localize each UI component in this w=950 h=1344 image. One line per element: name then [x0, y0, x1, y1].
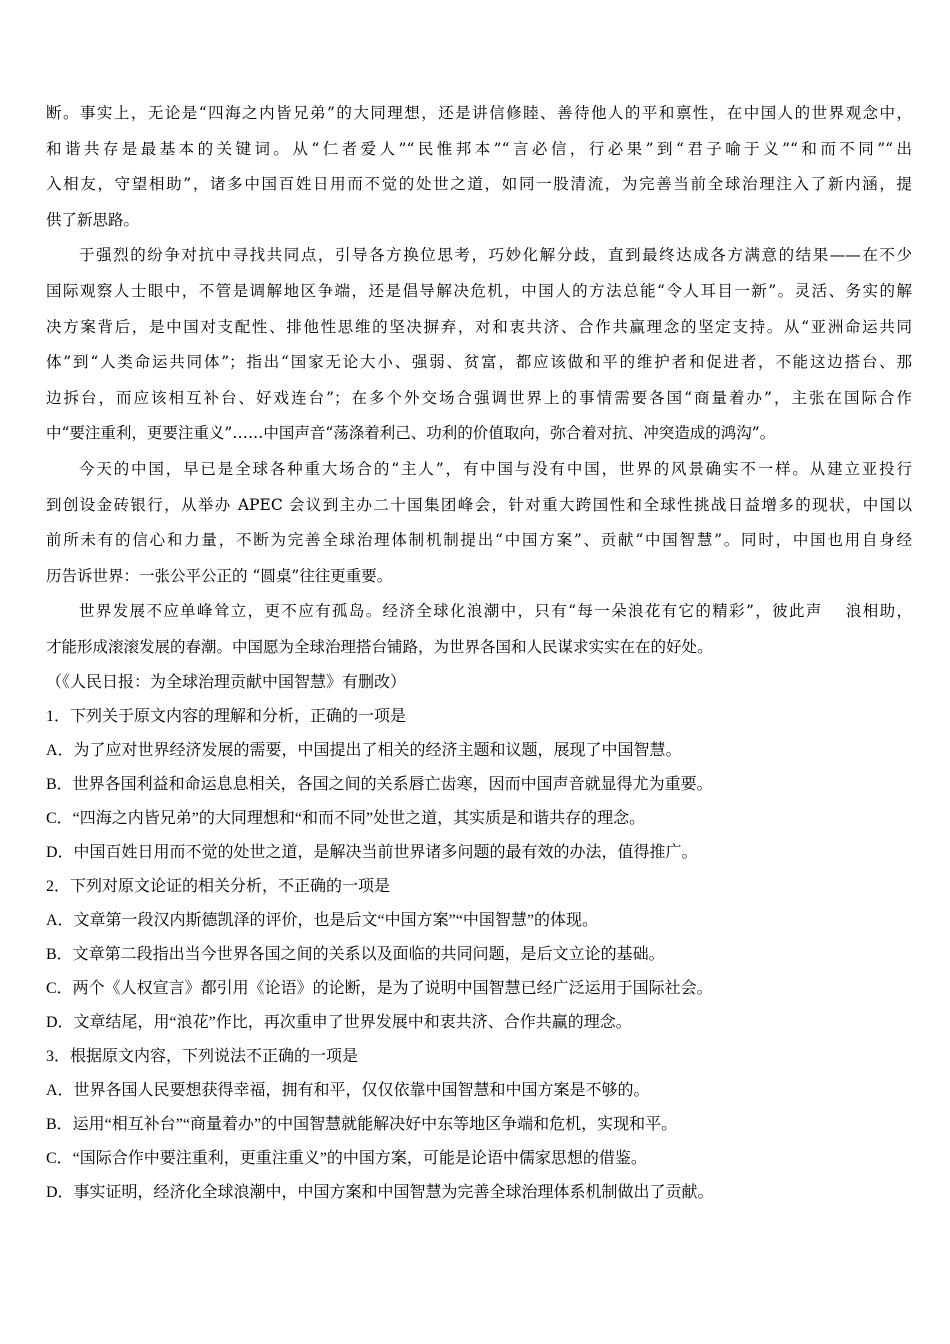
- text-line: 国际观察人士眼中，不管是调解地区争端，还是倡导解决危机，中国人的方法总能“令人耳目一新”。灵活、务实的解: [46, 281, 912, 300]
- question-block: [46, 700, 912, 870]
- text-line: 和谐共存是最基本的关键词。从“仁者爱人”“民惟邦本”“言必信，行必果”到“君子喻于义”“和而不同”“出: [46, 139, 912, 158]
- article-paragraph: [46, 96, 912, 238]
- article-paragraph: [46, 452, 912, 594]
- text-line: 世界发展不应单峰耸立，更不应有孤岛。经济全球化浪潮中，只有“每一朵浪花有它的精彩”，彼此声 浪相助，: [79, 602, 912, 621]
- article-paragraph: [46, 238, 912, 452]
- article-paragraph: [46, 594, 912, 665]
- answer-option-d[interactable]: D．文章结尾，用“浪花”作比，再次重申了世界发展中和衷共济、合作共赢的理念。: [46, 1013, 632, 1031]
- text-line: 于强烈的纷争对抗中寻找共同点，引导各方换位思考，巧妙化解分歧，直到最终达成各方满意的结果——在不少: [79, 246, 912, 265]
- question-stem: 1．下列关于原文内容的理解和分析，正确的一项是: [46, 707, 407, 725]
- article-source: （《人民日报：为全球治理贡献中国智慧》有删改）: [46, 673, 407, 691]
- text-line: 到创设金砖银行，从举办 APEC 会议到主办二十国集团峰会，针对重大跨国性和全球性挑战日益增多的现状，中国以: [46, 495, 912, 514]
- text-line: 入相友，守望相助”，诸多中国百姓日用而不觉的处世之道，如同一股清流，为完善当前全球治理注入了新内涵，提: [46, 175, 912, 194]
- answer-option-d[interactable]: D．事实证明，经济化全球浪潮中，中国方案和中国智慧为完善全球治理体系机制做出了贡献。: [46, 1183, 714, 1201]
- question-block: [46, 870, 912, 1040]
- text-line: 决方案背后，是中国对支配性、排他性思维的坚决摒弃，对和衷共济、合作共赢理念的坚定支持。从“亚洲命运共同: [46, 317, 912, 336]
- answer-option-c[interactable]: C．“四海之内皆兄弟”的大同理想和“和而不同”处世之道，其实质是和谐共存的理念。: [46, 809, 646, 827]
- answer-option-a[interactable]: A．为了应对世界经济发展的需要，中国提出了相关的经济主题和议题，展现了中国智慧。: [46, 741, 682, 759]
- text-line: 中“要注重利，更要注重义”……中国声音“荡涤着利己、功利的价值取向，弥合着对抗、冲突造成的鸿沟”。: [46, 424, 776, 443]
- text-line: 今天的中国，早已是全球各种重大场合的“主人”，有中国与没有中国，世界的风景确实不一样。从建立亚投行: [79, 459, 912, 478]
- text-line: 历告诉世界：一张公平公正的 “圆桌”往往更重要。: [46, 566, 393, 585]
- answer-option-d[interactable]: D．中国百姓日用而不觉的处世之道，是解决当前世界诸多问题的最有效的办法，值得推广。: [46, 843, 698, 861]
- question-stem: 2．下列对原文论证的相关分析，不正确的一项是: [46, 877, 391, 895]
- question-stem: 3．根据原文内容，下列说法不正确的一项是: [46, 1047, 359, 1065]
- document-page: [46, 96, 912, 1210]
- text-line: 才能形成滚滚发展的春潮。中国愿为全球治理搭台铺路，为世界各国和人民谋求实实在在的好处。: [46, 637, 713, 656]
- answer-option-c[interactable]: C．“国际合作中要注重利，更重注重义”的中国方案，可能是论语中儒家思想的借鉴。: [46, 1149, 647, 1167]
- answer-option-a[interactable]: A．世界各国人民要想获得幸福，拥有和平，仅仅依靠中国智慧和中国方案是不够的。: [46, 1081, 650, 1099]
- answer-option-c[interactable]: C．两个《人权宣言》都引用《论语》的论断，是为了说明中国智慧已经广泛运用于国际社会。: [46, 979, 713, 997]
- answer-option-b[interactable]: B．世界各国利益和命运息息相关，各国之间的关系唇亡齿寒，因而中国声音就显得尤为重要。: [46, 775, 713, 793]
- answer-option-a[interactable]: A．文章第一段汉内斯德凯泽的评价，也是后文“中国方案”“中国智慧”的体现。: [46, 911, 598, 929]
- text-line: 边拆台，而应该相互补台、好戏连台”；在多个外交场合强调世界上的事情需要各国“商量着办”，主张在国际合作: [46, 388, 912, 407]
- text-line: 前所未有的信心和力量，不断为完善全球治理体制机制提出“中国方案”、贡献“中国智慧”。同时，中国也用自身经: [46, 531, 912, 550]
- answer-option-b[interactable]: B．运用“相互补台”“商量着办”的中国智慧就能解决好中东等地区争端和危机，实现和平。: [46, 1115, 678, 1133]
- answer-option-b[interactable]: B．文章第二段指出当今世界各国之间的关系以及面临的共同问题，是后文立论的基础。: [46, 945, 665, 963]
- question-block: [46, 1040, 912, 1210]
- text-line: 供了新思路。: [46, 210, 140, 229]
- text-line: 断。事实上，无论是“四海之内皆兄弟”的大同理想，还是讲信修睦、善待他人的平和禀性，在中国人的世界观念中，: [46, 104, 912, 122]
- text-line: 体”到“人类命运共同体”；指出“国家无论大小、强弱、贫富，都应该做和平的维护者和促进者，不能这边搭台、那: [46, 353, 912, 372]
